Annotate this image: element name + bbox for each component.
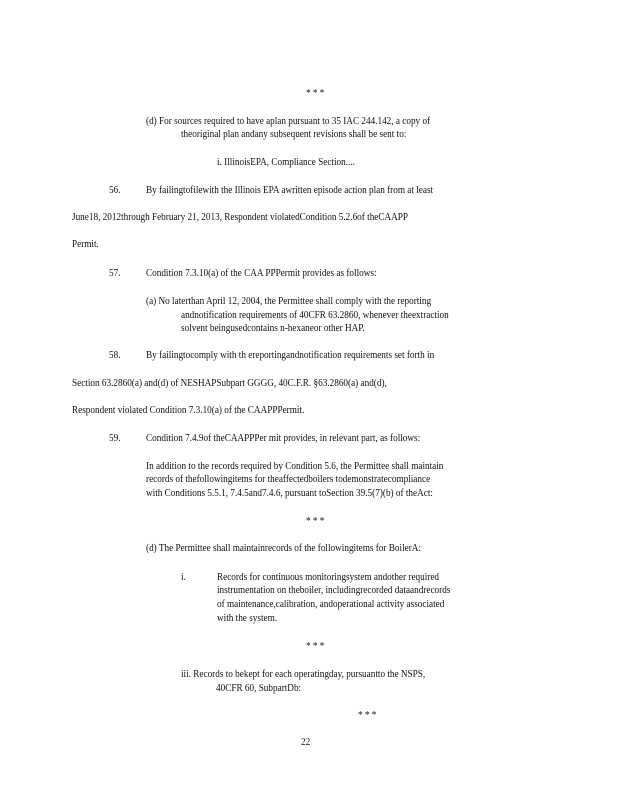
quoted-text: andnotification requirements of 40CFR 63.2860, whenever theextraction <box>181 310 449 321</box>
subitem-text: with the system. <box>217 613 278 624</box>
quoted-text: records of thefollowingitems for theaffectedboilers todemonstratecompliance <box>146 474 431 485</box>
quoted-text: (a) No laterthan April 12, 2004, the Permittee shall comply with the reporting <box>146 296 432 307</box>
quoted-text: solvent beingusedcontains n-hexaneor other HAP. <box>181 323 365 334</box>
page-number: 22 <box>301 737 311 748</box>
paragraph-number: 56. <box>109 185 121 196</box>
subitem-text: of maintenance,calibration, andoperational activity associated <box>217 599 445 610</box>
subitem-text: instrumentation on theboiler, includingrecorded dataandrecords <box>217 585 451 596</box>
paragraph-number: 57. <box>109 268 121 279</box>
subitem-text: 40CFR 60, SubpartDb: <box>216 683 302 694</box>
section-separator: * * * <box>358 710 377 721</box>
quoted-text: In addition to the records required by Condition 5.6, the Permittee shall maintain <box>146 461 444 472</box>
paragraph-text: Respondent violated Condition 7.3.10(a) of the CAAPPPermit. <box>72 405 305 416</box>
section-separator: * * * <box>306 641 325 652</box>
paragraph-text: Permit. <box>72 239 99 250</box>
subitem-label: i. <box>181 572 186 583</box>
subitem-text: Records for continuous monitoringsystem andother required <box>217 572 440 583</box>
paragraph-number: 58. <box>109 350 121 361</box>
paragraph-text: Condition 7.3.10(a) of the CAA PPPermit provides as follows: <box>146 268 377 279</box>
item-d-subitem: i. IllinoisEPA, Compliance Section.... <box>217 157 355 168</box>
paragraph-text: Section 63.2860(a) and(d) of NESHAPSubpart GGGG, 40C.F.R. §63.2860(a) and(d), <box>72 378 387 389</box>
paragraph-text: By failingtofilewith the Illinois EPA awritten episode action plan from at least <box>146 185 434 196</box>
section-separator: * * * <box>306 88 325 99</box>
paragraph-text: By failingtocomply with th ereportingandnotification requirements set forth in <box>146 350 435 361</box>
paragraph-number: 59. <box>109 433 121 444</box>
paragraph-text: Condition 7.4.9of theCAAPPPer mit provides, in relevant part, as follows: <box>146 433 421 444</box>
section-separator: * * * <box>306 516 325 527</box>
item-d-line: (d) For sources required to have aplan pursuant to 35 IAC 244.142, a copy of <box>146 116 431 127</box>
quoted-text: with Conditions 5.5.1, 7.4.5and7.4.6, pursuant toSection 39.5(7)(b) of theAct: <box>146 488 433 499</box>
item-d-line: theoriginal plan andany subsequent revisions shall be sent to: <box>181 129 407 140</box>
paragraph-text: June18, 2012through February 21, 2013, Respondent violatedCondition 5.2.6of theCAAPP <box>72 212 409 223</box>
quoted-text: (d) The Permittee shall maintainrecords of the followingitems for BoilerA: <box>146 543 421 554</box>
subitem-text: iii. Records to bekept for each operatingday, pursuantto the NSPS, <box>181 669 426 680</box>
